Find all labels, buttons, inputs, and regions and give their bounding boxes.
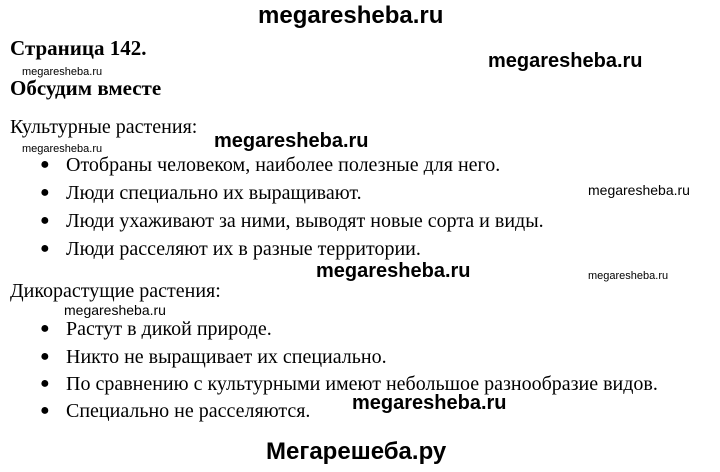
watermark-medium-1: megaresheba.ru bbox=[64, 302, 166, 318]
list-item: ● Отобраны человеком, наиболее полезные для него. bbox=[0, 154, 500, 177]
bullet-icon: ● bbox=[40, 156, 50, 173]
bullet-icon: ● bbox=[40, 402, 50, 419]
watermark-small-1: megaresheba.ru bbox=[22, 66, 103, 78]
watermark-right-top: megaresheba.ru bbox=[488, 50, 643, 72]
watermark-mid-3: megaresheba.ru bbox=[352, 392, 507, 414]
bullet-icon: ● bbox=[40, 375, 50, 392]
watermark-small-2: megaresheba.ru bbox=[22, 143, 103, 155]
list-item: ● Никто не выращивает их специально. bbox=[0, 346, 387, 369]
list-item: ● Специально не расселяются. bbox=[0, 400, 310, 423]
bullet-icon: ● bbox=[40, 320, 50, 337]
list-item: ● Люди ухаживают за ними, выводят новые сорта и виды. bbox=[0, 210, 544, 233]
list-item: ● Люди специально их выращивают. bbox=[0, 182, 362, 205]
list-item: ● Люди расселяют их в разные территории. bbox=[0, 238, 421, 261]
footer-brand: Мегарешеба.ру bbox=[266, 438, 447, 465]
bullet-icon: ● bbox=[40, 348, 50, 365]
watermark-mid-1: megaresheba.ru bbox=[214, 130, 369, 152]
watermark-small-right-2: megaresheba.ru bbox=[588, 270, 669, 282]
list-item: ● Растут в дикой природе. bbox=[0, 318, 272, 341]
cultivated-label: Культурные растения: bbox=[10, 116, 198, 138]
section-heading: Обсудим вместе bbox=[10, 76, 162, 100]
bullet-icon: ● bbox=[40, 212, 50, 229]
wild-label: Дикорастущие растения: bbox=[10, 280, 221, 302]
watermark-small-right-1: megaresheba.ru bbox=[588, 182, 690, 198]
page-title: Страница 142. bbox=[10, 36, 147, 60]
watermark-mid-2: megaresheba.ru bbox=[316, 260, 471, 282]
bullet-icon: ● bbox=[40, 184, 50, 201]
top-watermark: megaresheba.ru bbox=[258, 2, 444, 29]
bullet-icon: ● bbox=[40, 240, 50, 257]
list-item: ● По сравнению с культурными имеют небольшое разнообразие видов. bbox=[0, 373, 658, 396]
